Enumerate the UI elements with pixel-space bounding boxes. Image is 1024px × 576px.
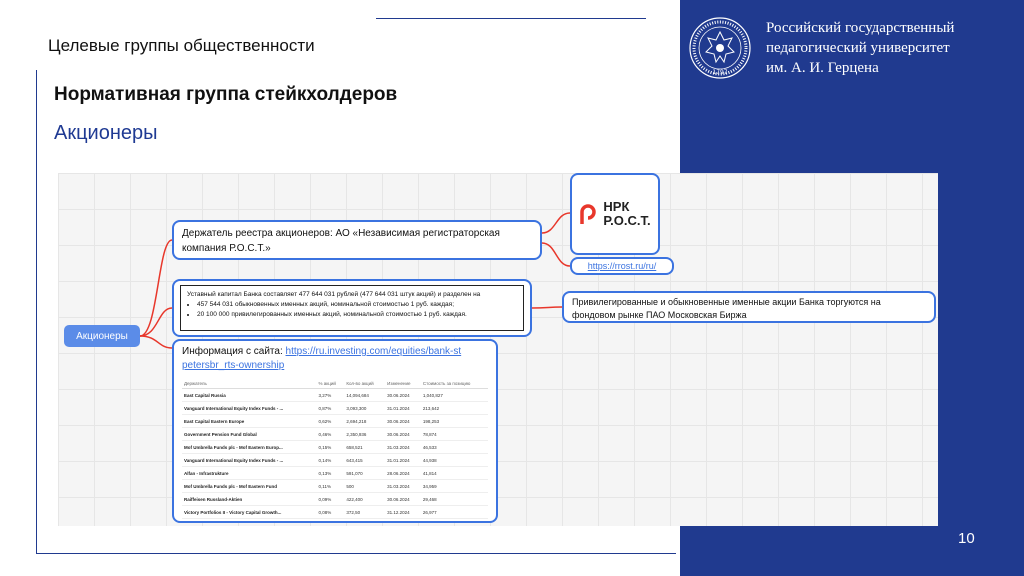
rost-link[interactable]: https://rrost.ru/ru/ <box>587 261 657 271</box>
slide-header: Целевые группы общественности <box>48 36 315 55</box>
table-row <box>182 441 488 454</box>
table-cell: 31.01.2024 <box>385 454 421 467</box>
bottom-divider <box>36 553 676 554</box>
table-cell: Victory Portfolios II - Victory Capital Growth... <box>182 506 317 519</box>
table-cell: 46,533 <box>421 441 488 454</box>
table-cell: 30.06.2024 <box>385 389 421 402</box>
table-cell: Raiffeisen Russland-Aktien <box>182 493 317 506</box>
table-cell: 30.06.2024 <box>385 415 421 428</box>
table-cell: 3,27% <box>317 389 345 402</box>
table-cell: 41,814 <box>421 467 488 480</box>
table-cell: 0,11% <box>317 480 345 493</box>
table-cell: 0,08% <box>317 506 345 519</box>
table-cell: 500 <box>344 480 385 493</box>
table-cell: East Capital Eastern Europe <box>182 415 317 428</box>
capital-text: Уставный капитал Банка составляет 477 644 031 рублей (477 644 031 штук акций) и разделен на <box>187 291 481 298</box>
table-cell: 2,694,218 <box>344 415 385 428</box>
table-cell: Vanguard International Equity Index Funds - ... <box>182 402 317 415</box>
table-cell: 2,350,936 <box>344 428 385 441</box>
table-cell: 31.03.2024 <box>385 441 421 454</box>
column-header: Держатель <box>182 379 317 389</box>
column-header: Стоимость за позицию <box>421 379 488 389</box>
info-node[interactable] <box>172 339 498 523</box>
table-cell: East Capital Russia <box>182 389 317 402</box>
mindmap-root-node[interactable]: Акционеры <box>64 325 140 347</box>
table-cell: 0,14% <box>317 454 345 467</box>
table-cell: 658,521 <box>344 441 385 454</box>
table-cell: 198,253 <box>421 415 488 428</box>
registrar-node[interactable] <box>172 220 542 260</box>
table-cell: 0,13% <box>317 467 345 480</box>
capital-box <box>180 285 524 331</box>
list-item: • 20 100 000 привилегированных именных акций, номинальной стоимостью 1 руб. каждая. <box>197 310 517 320</box>
holders-table <box>182 379 488 519</box>
left-divider <box>36 70 37 554</box>
mindmap-canvas <box>58 173 938 526</box>
table-cell: 643,415 <box>344 454 385 467</box>
rost-link-node[interactable] <box>570 257 674 275</box>
table-row <box>182 428 488 441</box>
table-cell: 3,093,300 <box>344 402 385 415</box>
info-title <box>182 345 488 373</box>
logo-line: Р.О.С.Т. <box>603 213 651 228</box>
table-row <box>182 389 488 402</box>
table-cell: 14,094,684 <box>344 389 385 402</box>
table-cell: Mof Umbrella Funds plc - Mof Eastern Europ... <box>182 441 317 454</box>
table-header-row <box>182 379 488 389</box>
university-name-line: педагогический университет <box>766 40 950 56</box>
table-cell: 44,938 <box>421 454 488 467</box>
university-name <box>766 18 954 78</box>
table-cell: 0,46% <box>317 428 345 441</box>
table-row <box>182 454 488 467</box>
table-cell: 0,62% <box>317 415 345 428</box>
seal-year: 1797 <box>712 69 728 76</box>
info-label: Информация с сайта: <box>182 346 286 357</box>
university-seal-icon <box>688 16 752 80</box>
table-cell: 422,400 <box>344 493 385 506</box>
table-cell: 31.12.2024 <box>385 506 421 519</box>
nrk-rost-logo <box>579 200 650 228</box>
table-cell: 26,977 <box>421 506 488 519</box>
university-name-line: Российский государственный <box>766 20 955 36</box>
column-header: Кол-во акций <box>344 379 385 389</box>
table-row <box>182 506 488 519</box>
table-cell: 78,874 <box>421 428 488 441</box>
logo-node[interactable] <box>570 173 660 255</box>
logo-line: НРК <box>603 199 630 214</box>
registrar-text: Держатель реестра акционеров: АО «Независимая регистраторская компания Р.О.С.Т.» <box>182 228 500 254</box>
nrk-logo-icon <box>579 203 597 225</box>
table-row <box>182 467 488 480</box>
capital-list <box>197 300 517 320</box>
capital-node[interactable] <box>172 279 532 337</box>
table-cell: 591,070 <box>344 467 385 480</box>
table-cell: 31.03.2024 <box>385 480 421 493</box>
table-cell: 34,959 <box>421 480 488 493</box>
table-cell: 29,468 <box>421 493 488 506</box>
table-cell: 0,09% <box>317 493 345 506</box>
table-row <box>182 402 488 415</box>
table-cell: Mof Umbrella Funds plc - Mof Eastern Fund <box>182 480 317 493</box>
exchange-node[interactable] <box>562 291 936 323</box>
table-cell: 213,642 <box>421 402 488 415</box>
table-body <box>182 389 488 519</box>
table-cell: 0,15% <box>317 441 345 454</box>
table-row <box>182 493 488 506</box>
table-cell: 372,50 <box>344 506 385 519</box>
table-cell: 30.06.2024 <box>385 428 421 441</box>
logo-text <box>603 200 650 228</box>
table-cell: Vanguard International Equity Index Funds - ... <box>182 454 317 467</box>
university-name-line: им. А. И. Герцена <box>766 60 879 76</box>
table-cell: 28.06.2024 <box>385 467 421 480</box>
table-row <box>182 415 488 428</box>
table-cell: 0,87% <box>317 402 345 415</box>
table-row <box>182 480 488 493</box>
table-cell: 1,040,827 <box>421 389 488 402</box>
slide-heading: Нормативная группа стейкхолдеров <box>54 84 398 105</box>
table-cell: Alfan - Infrastrukture <box>182 467 317 480</box>
investing-link[interactable]: https://ru.investing.com/equities/bank-st petersbr_rts-ownership <box>182 346 462 371</box>
column-header: % акций <box>317 379 345 389</box>
slide-subheading: Акционеры <box>54 122 158 144</box>
list-item: • 457 544 031 обыкновенных именных акций, номинальной стоимостью 1 руб. каждая; <box>197 300 517 310</box>
table-cell: 31.01.2024 <box>385 402 421 415</box>
column-header: Изменение <box>385 379 421 389</box>
table-cell: 30.06.2024 <box>385 493 421 506</box>
exchange-text: Привилегированные и обыкновенные именные акции Банка торгуются на фондовом рынке ПАО Московская Биржа <box>572 297 881 320</box>
table-cell: Government Pension Fund Global <box>182 428 317 441</box>
top-divider <box>376 18 646 19</box>
page-number: 10 <box>958 530 975 547</box>
